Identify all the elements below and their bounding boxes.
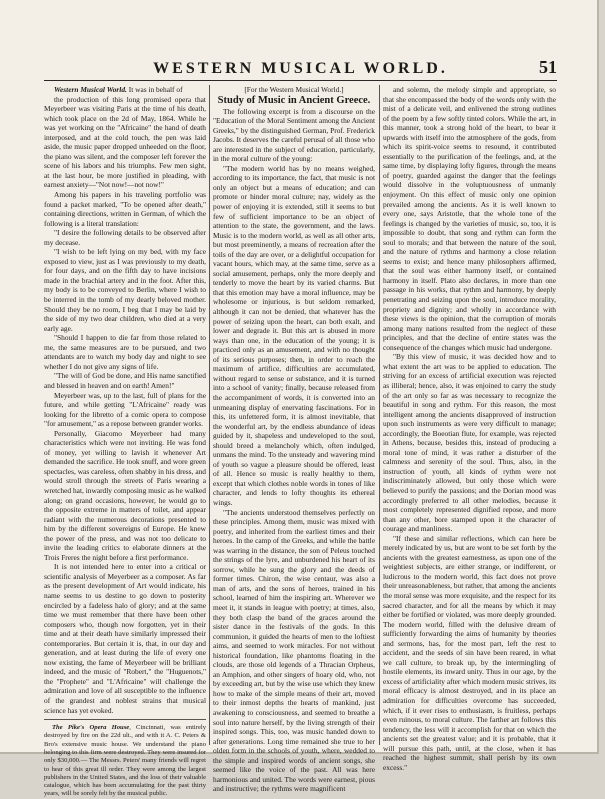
notice-text: , Cincinnati, was entirely destroyed by fire on the 22d ult., and with it A. C. Peters & Bro's extensive music house. We understand the piano belonging to this firm were destroyed. They were insured for only $30,000.— The Messrs. Peters' many friends will regret to hear of this great ill order. They were among the largest publishers in the United States, and the loss of their valuable catalogue, which has been accumulating for the past thirty years, will be sorely felt by the musical public. xyxy=(44,724,206,798)
notice-lead: The Pike's Opera House xyxy=(52,724,130,732)
paragraph: "The will of God be done, and His name sanctified and blessed in heaven and on earth! Amen!" xyxy=(44,371,206,390)
paragraph: "The modern world has by no means weighed, according to its importance, the fact, that music is not only an object but a means of education; and can promote or hinder moral culture; nay, widely as the power of enjoying it is extended, still it seems to but few of sufficient importance to be an object of attention to the state, the government, and the laws. Music is to the modern world, as well as all other arts, but most preeminently, a means of recreation after the toils of the day are over, or a delightful occupation for vacant hours, which may, at the same time, serve as a social amusement, perhaps, only the more deeply and tenderly to move the heart by its varied charms. But that this emotion may have a moral influence, may be wholesome or injurious, is but seldom remarked, although it can not be denied, that whatever has the power of seizing upon the heart, can both exalt, and lower and degrade it. But this art is abused in more ways than one, in the education of the young; it is practiced only as an amusement, and with no thought of its serious purposes; then, in order to reach the maximum of artifice, difficulties are accumulated, without regard to sense or substance, and it is turned into a school of vanity; finally, because released from the accompaniment of words, it is converted into an unmeaning display of enervating fascinations. For in this, its unfettered form, it is almost inevitable, that the wonderful art, by the endless abundance of ideas guided by it, shapeless and undeveloped to the soul, should breed a melancholy which, often indulged, unmans the mind. To the unsteady and wavering mind of youth so vague a pleasure should be offered, least of all. Hence so music is really healthy to them, except that which clothes noble words in tones of like character, and lends to lofty thoughts its ethereal wings. xyxy=(213,163,375,507)
paragraph: "By this view of music, it was decided how and to what extent the art was to be applied to education. The striving for an excess of artificial execution was rejected as illiberal; hence, also, it was enjoined to carry the study of the art only so far as was necessary to recognize the beautiful in song and rythm. For this reason, the most intelligent among the ancients disapproved of instruction upon such instruments as were very difficult to manage; accordingly, the Boeotian flute, for example, was rejected in Athens, because, besides this, instead of producing a moral tone of mind, it was rather a disturber of the calmness and serenity of the soul. Thus, also, in the instruction of youth, all kinds of rythm were not indiscriminately allowed, but only those which were believed to purify the passions; and the Dorian mood was accordingly preferred to all other melodies, because it most completely represented dignified repose, and more than any other, bore stamped upon it the character of courage and manliness. xyxy=(383,352,556,534)
page-number: 51 xyxy=(539,57,557,77)
paragraph: Personally, Giacomo Meyerbeer had many characteristics which were not inviting. He was fond of money, yet willing to lavish it whenever Art demanded the sacrifice. He took snuff, and wore green spectacles, was careless, often shabby in his dress, and would stroll through the streets of Paris wearing a wretched hat, inwardly composing music as he walked along; on grand occasions, however, he would go to the opposite extreme in matters of toilet, and appear radiant with the numerous decorations presented to him by the different sovereigns of Europe. He knew the power of the press, and was not too delicate to invite the leading critics to elaborate dinners at the Trois Freres the night before a first performance. xyxy=(44,428,206,562)
column-rule-left xyxy=(209,85,210,745)
article-column-greece-cont xyxy=(383,85,557,772)
notice-box xyxy=(44,719,206,799)
notice-paragraph xyxy=(44,724,206,799)
paragraph: and solemn, the melody simple and appropriate, so that she encompassed the body of the words only with the mist of a delicate veil, and enlivened the strong outlines of the poem by a few softly tinted colors. While the art, in this manner, took a strong hold of the heart, to bear it upwards with itself into the atmosphere of the gods, from which its spirit-voice seems to resound, it contributed essentially to the purification of the feelings, and, at the same time, by displaying lofty figures, through the means of poetry, guarded against the danger that the feelings would dissolve in the voluptuousness of unmanly enjoyment. On this effect of music only one opinion prevailed among the ancients. As it is well known to every one, says Aristotle, that the whole tone of the feelings is changed by the varieties of music, so, too, it is impossible to doubt, that song and rythm can form the soul to morals; and that between the nature of the soul, and the nature of rythms and harmony a close relation seems to exist; and hence many philosophers affirmed, that the soul was either harmony itself, or contained harmony in itself. Plato also declares, in more than one passage in his works, that rythm and harmony, by deeply penetrating and seizing upon the soul, introduce morality, propriety and dignity; and wholly in accordance with these views is the opinion, that the corruption of morals among many nations resulted from the neglect of these principles, and that the decline of entire states was the consequence of the changes which music had undergone. xyxy=(383,85,556,352)
paragraph: It is not intended here to enter into a critical or scientific analysis of Meyerbeer as a composer. As far as the present development of Art would indicate, his name seems to us destine to go down to posterity encircled by a fadeless halo of glory; and at the same time we must remember that there have been other composers who, though now forgotten, yet in their time and at their death have similarly impressed their contemporaries. But certain it is, that, in our day and generation, and at least during the life of every one now existing, the fame of Meyerbeer will be brilliant indeed, and the music of "Robert," the "Huguenots," the "Prophete" and "L'Africaine" will challenge the admiration and love of all susceptible to the influence of the grandest and noblest strains that musical science has yet evoked. xyxy=(44,562,206,715)
page-header xyxy=(44,52,557,81)
paragraph: "If these and similar reflections, which can here be merely indicated by us, but are wont to be set forth by the ancients with the greatest earnestness, as upon one of the weightiest subjects, are either strange, or indifferent, or ludicrous to the modern world, this fact does not prove their unreasonableness, but rather, that among the ancients the moral sense was more exquisite, and the respect for its sacred character, and for all the means by which it may either be fortified or violated, was more deeply grounded. The modern world, filled with the delusive dream of sufficiently forwarding the aims of humanity by theories and sermons, has, for the most part, left the rest to accident, and the seeds of sin have been reared, in what we call culture, to break up, by the intermingling of hostile elements, its inward unity. Thus in our age, by the excess of artificiality after which modern music strives, its moral efficacy is almost destroyed, and in its place an admiration for difficulties overcome has succeeded, which, if it ever rises to enthusiasm, is fruitless, perhaps even ruinous, to moral culture. The farther art follows this tendency, the less will it accomplish for that on which the ancients set the greatest value; and it is probable, that it will pursue this path, until, at the close, when it has reached the highest summit, shall perish by its own excess." xyxy=(383,533,557,772)
paragraph: "I desire the following details to be observed after my decease. xyxy=(44,228,206,247)
paragraph: The following excerpt is from a discourse on the "Education of the Moral Sentiment among the Ancient Greeks," by the distinguished German, Prof. Frederick Jacobs. It deserves the careful perusal of all those who are interested in the subject of education, particularly, in the moral culture of the young: xyxy=(213,106,375,164)
paragraph: the production of this long promised opera that Meyerbeer was visiting Paris at the time of his death, which took place on the 2d of May, 1864. While he was yet working on the "Africaine" the hand of death interposed, and at the cold touch, the pen was laid aside, the music paper dropped unheeded on the floor, the piano was silent, and the composer left forever the scene of his labors and his triumphs. Few men sight, at the last hour, be more justified in pleading, with earnest anxiety—"Not now!—not now!" xyxy=(44,94,206,190)
running-title: WESTERN MUSICAL WORLD. xyxy=(153,60,448,77)
paragraph: "I wish to be left lying on my bed, with my face exposed to view, just as I was previously to my death, for four days, and on the fifth day to have incisions made in the brachial artery and in the foot. After this, my body is to be conveyed to Berlin, where I wish to be interred in the tomb of my dearly beloved mother. Should they be no room, I beg that I may be laid by the side of my two dear children, who died at a very early age. xyxy=(44,247,206,333)
paragraph: Meyerbeer was, up to the last, full of plans for the future, and while getting "L'Africaine" ready was looking for the libretto of a comic opera to compose "for amusement," as a repose between grander works. xyxy=(44,390,206,429)
article-column-meyerbeer xyxy=(44,85,206,798)
lead-in: Western Musical World. xyxy=(54,85,127,94)
lead-rest: It was in behalf of xyxy=(126,85,183,94)
paragraph: "The ancients understood themselves perfectly on these principles. Among them, music was mixed with poetry, and inherited from the earliest times and their heroes. In the camp of the Greeks, and while the battle was warring in the distance, the son of Peleus touched the strings of the lyre, and unburdened his heart of its sorrow, while he sung the glory and the deeds of former times. Chiron, the wise centaur, was also a man of arts, and the sons of heroes, trained in his school, learned of him the inspiring art. Wherever we meet it, it stands in league with poetry; at times, also, they both clasp the band of the graces around the sister dance in the festivals of the gods. In this communion, it guided the hearts of men to the loftiest aims, and seemed to work miracles. For not without historical foundation, like phantoms floating in the clouds, are those old legends of a Thracian Orpheus, an Amphion, and other singers of hoary old, who, not by exceeding art, but by the wise use which they knew how to make of the simple means of their art, moved to their inmost depths the hearts of mankind, just awakening to consciousness, and seemed to breathe a soul into nature herself, by the living strength of their inspired songs. This, too, was music handed down to after generations. Long time remained she true to her olden form in the schools of youth, where, wedded to the simple and inspired words of ancient songs, she seemed like the voice of the past. All was here harmonious and united. The words were earnest, pious and instructive; the rythms were magnificent xyxy=(213,507,375,794)
paragraph: "Should I happen to die far from those related to me, the same measures are to be pursued, and two attendants are to watch my body day and night to see whether I do not give any signs of life. xyxy=(44,333,206,371)
section-attribution: [For the Western Musical World.] xyxy=(244,85,344,94)
paragraph: Among his papers in his traveling portfolio was found a packet marked, "To be opened after death," containing directions, written in German, of which the following is a literal translation: xyxy=(44,190,206,228)
article-title: Study of Music in Ancient Greece. xyxy=(217,94,371,106)
article-column-greece xyxy=(213,85,375,794)
column-rule-right xyxy=(379,85,380,745)
paragraph-lead xyxy=(44,85,206,95)
